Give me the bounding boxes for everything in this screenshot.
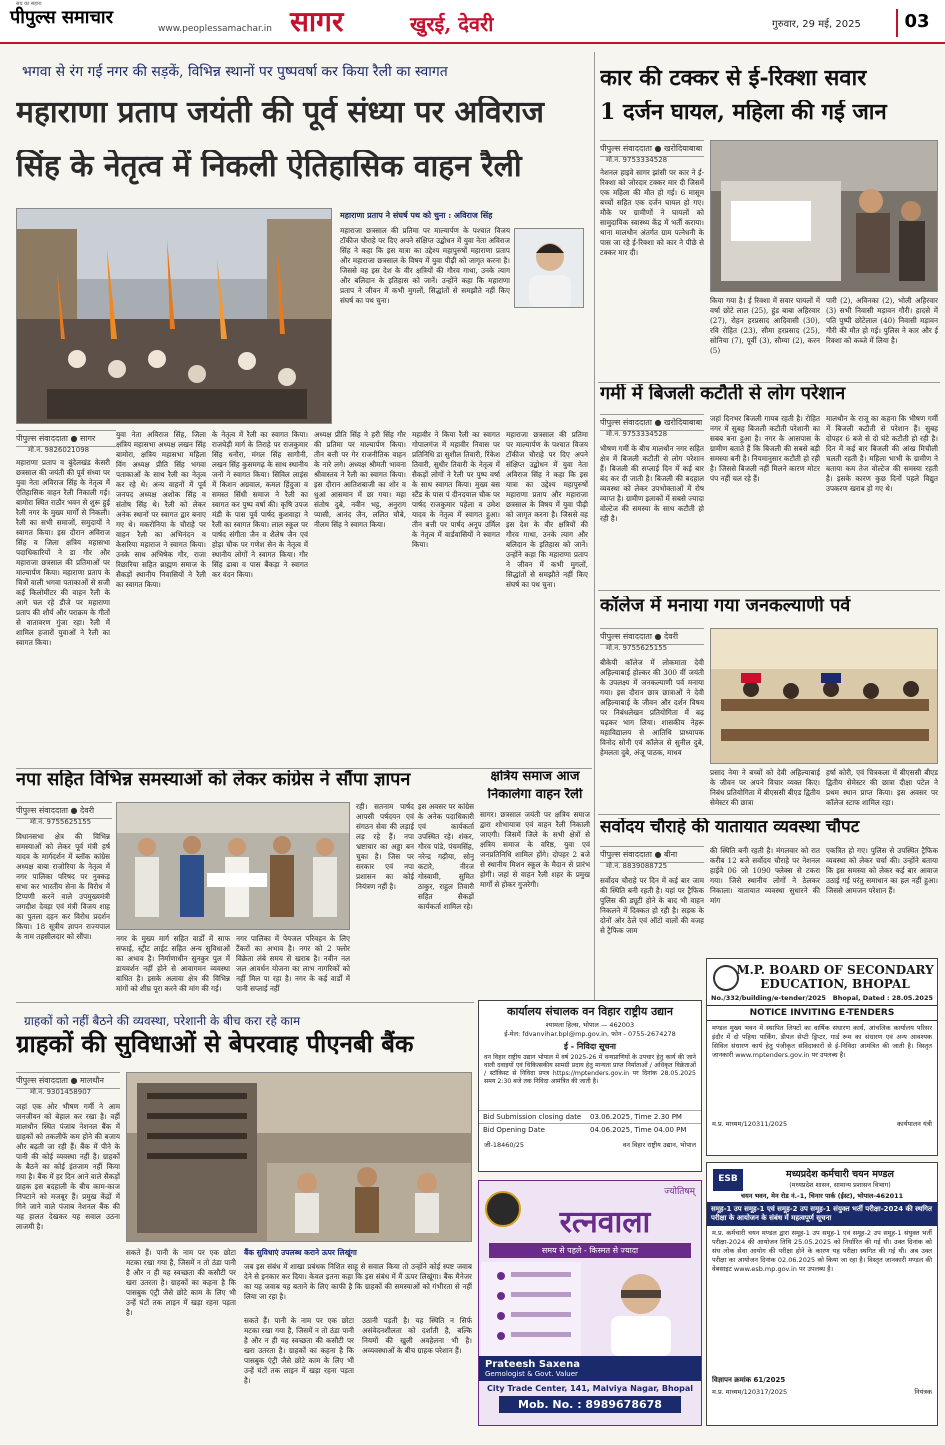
quote-text: महाराजा छत्रसाल की प्रतिमा पर माल्यार्पण के पश्चात विजय टॉकीज चौराहे पर दिए अपने संक्षिप्त उद्बोधन में युवा नेता अविराज सिंह ने कहा कि इस यात्रा का उद्देश्य महापुरुषों महाराणा प्रताप और महाराजा छत्रसाल के विषय में युवा पीढ़ी को जागृत करना है। जिससे वह इस देश के वीर क्षत्रियों की गौरव गाथा, उनके त्याग और बलिदान के इतिहास को जानें। उन्होंने कहा कि महाराणा प्रताप ने जीवन में कभी मुगलों, सिद्धांतों से समझौते नहीं किए संघर्ष का पथ चुना। xyxy=(340,226,510,305)
accident-mobile: मो.नं. 9753334528 xyxy=(606,156,668,164)
ratnawala-role: Gemologist & Govt. Valuer xyxy=(485,1370,578,1378)
traffic-headline: सर्वोदय चौराहे की यातायात व्यवस्था चौपट xyxy=(600,818,860,837)
lead-kicker: भगवा से रंग गई नगर की सड़कें, विभिन्न स्थानों पर पुष्पवर्षा कर किया रैली का स्वागत xyxy=(22,64,448,80)
van-vihar-tender-ad xyxy=(478,1000,702,1172)
lead-col-1: महाराणा प्रताप व बुंदेलखंड केसरी छत्रसाल की जयंती की पूर्व संध्या पर युवा नेता अविराज सिंह के नेतृत्व में ऐतिहासिक वाहन रैली निकाली गई। बामोरा स्थित राठौर भवन से शुरू हुई रैली नगर के मुख्य मार्गों से निकली। रैली का सभी समाजों, समुदायों ने स्वागत किया। इस दौरान अविराज सिंह व जिला क्षत्रिय महासभा पदाधिकारियों ने डा गौर और महाराजा छत्रसाल की प्रतिमाओं पर माल्यार्पण किया। महाराणा प्रताप के चित्रों वाली भगवा पताकाओं से सजी कई किलोमीटर की वाहन रैली के आगे चल रहे डीजे पर महाराणा प्रताप की शौर्य और पराक्रम के गीतों से वातावरण गुंजा रहा। रैली में शामिल हजारों युवाओं ने रैली का स्वागत किया। xyxy=(16,458,110,647)
van-vihar-body: वन विहार राष्ट्रीय उद्यान भोपाल में वर्ष 2025-26 में वन्यप्राणियों के उपचार हेतु कार्य की जाने वाली दवाइयों एवं चिकित्सकीय सामग्री प्रदाय हेतु मान्यता प्राप्त निर्माताओं / अधिकृत विक्रेताओं / स्टॉकिस्ट से निविदा प्रपत्र https://mptenders.gov.in पर दिनांक 28.05.2025 समय 2:30 बजे तक निविदा आमंत्रित की जाती है। xyxy=(484,1054,696,1085)
pnb-headline: ग्राहकों की सुविधाओं से बेपरवाह पीएनबी बैंक xyxy=(16,1030,414,1058)
accident-photo-art xyxy=(711,141,938,292)
lead-mobile: मो.नं. 9826021098 xyxy=(28,446,90,454)
ratnawala-brand: रत्नवाला xyxy=(559,1205,651,1240)
esb-address: चयन भवन, मेन रोड नं.-1, चिनार पार्क (ईस्ट), भोपाल-462011 xyxy=(740,1192,904,1200)
mpbse-footer-left: म.प्र. माध्यम/120311/2025 xyxy=(712,1120,788,1128)
traffic-col-3: एकत्रित हो गए। पुलिस से उपस्थित ट्रैफिक व्यवस्था को लेकर चर्चा की। उन्होंने बताया कि इस समस्या को लेकर कई बार आवाज उठाई गई परंतु समाधान का हल नहीं हुआ। जिससे आमजन परेशान हैं। xyxy=(826,846,938,895)
college-photo xyxy=(710,628,938,764)
section-rule xyxy=(16,768,592,769)
subcity-title: खुरई, देवरी xyxy=(410,12,494,36)
traffic-col-1: सर्वोदय चौराहे पर दिन में कई बार जाम की स्थिति बनी रहती है। यहां पर ट्रैफिक पुलिस की ड्यूटी होने के बाद भी वाहन निकलने में दिक्कत हो रही है। सड़क के दोनों ओर ठेले एवं ऑटो वालों की वजह से ट्रैफिक जाम xyxy=(600,876,704,935)
lead-byline: पीपुल्स संवाददाता ● सागर xyxy=(16,430,116,447)
lead-col-5: महावीर ने किया रैली का स्वागत गोपालगंज में महावीर निवास पर प्रतिनिधि डा सुशील तिवारी, रिंकेश तिवारी, सुधीर तिवारी के नेतृत्व में सैकड़ों लोगों ने रैली पर पुष्प वर्षा के साथ स्वागत किया। मुख्य बस स्टैंड के पास पं दीनदयाल चौक पर पार्षद राजकुमार पहेला व उमेश यादव के नेतृत्व में स्वागत हुआ। तीन बत्ती पर पार्षद अनूप उर्मिल के नेतृत्व में वार्डवासियों ने स्वागत किया। xyxy=(412,430,500,549)
van-vihar-email: ई-मेल: fdvanvihar.bpl@mp.gov.in, फोन - 0755-2674278 xyxy=(504,1030,676,1038)
college-col-2: प्रसाद नेमा ने बच्चों को देवी अहिल्याबाई के जीवन पर अपने विचार व्यक्त किए। निबंध प्रतियोगिता में बीएससी बीएड द्वितीय सेमेस्टर की छात्रा xyxy=(710,768,820,807)
mpbse-footer-right: कार्यपालन यंत्री xyxy=(897,1120,932,1128)
esb-footer-right: नियंत्रक xyxy=(914,1388,932,1396)
ratnawala-address: City Trade Center, 141, Malviya Nagar, Bhopal xyxy=(486,1384,694,1393)
portrait-photo xyxy=(514,228,584,308)
van-vihar-title: कार्यालय संचालक वन विहार राष्ट्रीय उद्यान xyxy=(507,1005,673,1018)
pnb-col-3: जब इस संबंध में शाखा प्रबंधक निशित साहू से सवाल किया तो उन्होंने कोई स्पष्ट जवाब देने से इनकार कर दिया। केवल इतना कहा कि इस संबंध में मैं ऊपर लिखूंगा। बैंक मैनेजर का यह जवाब यह बताने के लिए काफी है कि ग्राहकों की समस्याओं को गंभीरता से नहीं लिया जा रहा है। xyxy=(244,1262,472,1301)
congress-col-3: नगर पालिका में पेयजल परिवहन के लिए टैंकरों का अभाव है। नगर को 2 फ्लोर विक्रेता लंबे समय से खराब है। नवीन नल जल आवर्धन योजना का लाभ नागरिकों को नहीं मिल पा रहा है। नगर के कई वार्डों में पानी सप्लाई नहीं xyxy=(236,934,350,993)
pnb-photo xyxy=(126,1072,472,1242)
pnb-col-2: सकते हैं। पानी के नाम पर एक छोटा मटका रखा गया है, जिसमें न तो ठंडा पानी है और न ही यह स्वच्छता की कसौटी पर खरा उतरता है। ग्राहकों का कहना है कि पासबुक एंट्री जैसे छोटे काम के लिए भी उन्हें घंटों तक लाइन में खड़ा रहना पड़ता है। xyxy=(126,1248,236,1317)
page-number: 03 xyxy=(896,9,936,37)
lead-headline-1: महाराणा प्रताप जयंती की पूर्व संध्या पर अविराज xyxy=(16,96,544,130)
kshatriya-col-1: सागर। छत्रसाल जयंती पर क्षत्रिय समाज द्वारा शोभायात्रा एवं वाहन रैली निकाली जाएगी। जिसमें जिले के सभी क्षेत्रों से क्षत्रिय समाज के वरिष्ठ, युवा एवं जनप्रतिनिधि शामिल होंगे। दोपहर 2 बजे से स्थानीय मिशन स्कूल के मैदान से प्रारंभ होगी। जहां से वाहन रैली शहर के प्रमुख मार्गों से होकर गुजरेगी। xyxy=(480,810,590,889)
esb-logo: ESB xyxy=(713,1169,743,1191)
pnb-photo-art xyxy=(127,1073,472,1242)
mpbse-title-2: EDUCATION, BHOPAL xyxy=(760,977,910,991)
bid-closing-value: 03.06.2025, Time 2.30 PM xyxy=(590,1113,682,1121)
power-col-1: भीषण गर्मी के बीच मालथौन नगर सहित क्षेत्र में बिजली कटौती से लोग परेशान हैं। बिजली की सप्लाई दिन में कई बार बंद कर दी जाती है। बिजली की बदहाल व्यवस्था को लेकर उपभोक्ताओं में रोष व्याप्त है। ग्रामीण इलाकों में सबसे ज्यादा वोल्टेज की समस्या के साथ कटौती हो रही है। xyxy=(600,444,704,523)
congress-headline: नपा सहित विभिन्न समस्याओं को लेकर कांग्रेस ने सौंपा ज्ञापन xyxy=(16,770,411,790)
power-byline: पीपुल्स संवाददाता ● खरोदियाबाबा xyxy=(600,414,704,431)
congress-col-2: नगर के मुख्य मार्ग सहित वार्डों में साफ सफाई, स्ट्रीट लाईट सहित अन्य सुविधाओं का अभाव है। निर्माणाधीन सुनकुर पुल में डायवर्शन नहीं होने से आवागमन व्यवस्था बाधित है। इसके अलावा क्षेत्र की विभिन्न मांगों को शीघ्र पूरा करने की मांग की गई। xyxy=(116,934,230,993)
bid-closing-label: Bid Submission closing date xyxy=(483,1113,582,1121)
accident-headline-1: कार की टक्कर से ई-रिक्शा सवार xyxy=(600,66,867,91)
esb-footer xyxy=(707,1385,937,1398)
pnb-mobile: मो.नं. 9301458907 xyxy=(30,1088,92,1096)
masthead xyxy=(0,0,945,44)
pnb-col-1: जहां एक ओर भीषण गर्मी ने आम जनजीवन को बेहाल कर रखा है। वहीं मालथौन स्थित पंजाब नेशनल बैंक में ग्राहकों को तकलीफें कम होने की बजाय और बढ़ती जा रही हैं। बैंक में पीने के पानी की कोई व्यवस्था नहीं है। ग्राहकों के बैठने का कोई इंतजाम नहीं किया गया है। बैंक में हर दिन आने वाले सैकड़ों ग्राहक इस बदहाली के बीच काम-काज निपटाने को मजबूर हैं। प्रमुख केंद्रों में गिने जाने वाले पंजाब नेशनल बैंक की यह हालत देखकर यह सवाल उठना लाजमी है। xyxy=(16,1102,120,1231)
rally-photo xyxy=(16,208,332,424)
traffic-col-2: की स्थिति बनी रहती है। मंगलवार को रात करीब 12 बजे सर्वोदय चौराहे पर नेशनल हाईवे 06 जो 1090 फ्लेक्स से टकरा गया। जिसे स्थानीय लोगों ने ठेलकर निकाला। यातायात व्यवस्था सुधारने की मांग xyxy=(710,846,820,905)
ratnawala-ad xyxy=(478,1180,702,1426)
website-url: www.peoplessamachar.in xyxy=(158,24,272,34)
section-rule xyxy=(598,382,940,383)
congress-col-1: विधानसभा क्षेत्र की विभिन्न समस्याओं को लेकर पूर्व मंत्री हर्ष यादव के मार्गदर्शन में ब्लॉक कांग्रेस अध्यक्ष बाबा राजोरिया के नेतृत्व में नगर पालिका परिषद पर नुक्कड़ सभा कर भारतीय सेना के विरोध में टिप्पणी करने वाले उपमुख्यमंत्री जगदीश देवड़ा एवं मंत्री विजय शाह का पुतला दहन कर विरोध प्रदर्शन किया। 18 सूत्रीय ज्ञापन राज्यपाल के नाम तहसीलदार को सौंपा। xyxy=(16,832,110,941)
esb-footer-left: म.प्र. माध्यम/120317/2025 xyxy=(712,1388,788,1396)
lead-col-3: के नेतृत्व में रैली का स्वागत किया। राजघेड़ी मार्ग के तिराहे पर राजकुमार सिंह धनौरा, मंगल सिंह सागौनी, लखन सिंह कुसमगढ़ के साथ स्थानीय जनों ने स्वागत किया। सिविल लाइंस में किशन अग्रवाल, कमल हिंदुजा व समस्त सिंधी समाज ने रैली का स्वागत कर पुष्प वर्षा की। कृषि उपज मंडी के पास पूर्व पार्षद कुशवाहा ने रैली का स्वागत किया। लाल स्कूल पर पार्षद संगीता जैन व शैलेष जैन एवं होड़ा चौक पर गणेश सेन के नेतृत्व में स्थानीय लोगों ने स्वागत किया। गौर सिंह ढाबा व पास बैंकड़ा ने स्वागत कर वंदन किया। xyxy=(212,430,308,579)
bid-opening-value: 04.06.2025, Time 04.00 PM xyxy=(590,1126,687,1134)
mpbse-tender-ad xyxy=(706,958,938,1156)
mpbse-title-1: M.P. BOARD OF SECONDARY xyxy=(736,963,934,977)
college-col-3: हर्षा कोरी, एवं चित्रकला में बीएससी बीएड द्वितीय सेमेस्टर की छात्रा दीक्षा पटेल ने प्रथम स्थान प्राप्त किया। इस अवसर पर कॉलेज स्टाफ शामिल रहा। xyxy=(826,768,938,807)
van-vihar-footer-left: जी-18460/25 xyxy=(484,1141,524,1149)
lead-col-2: युवा नेता अविराज सिंह, जिला क्षत्रिय महासभा अध्यक्ष लखन सिंह बामोरा, क्षत्रिय महासभा महिला विंग अध्यक्ष प्रीति सिंह भगवा पताकाओं के साथ रैली का नेतृत्व कर रहे थे। अन्य वाहनों में पूर्व जनपद अध्यक्ष अशोक सिंह व संतोष सिंह थे। रैली को लेकर अनेक स्थानों पर स्वागत द्वार बनाए गए थे। मकरोनिया के चौराहे पर वाहन रैली का अभिनंदन व केसरिया महाराज ने स्वागत किया। उनके साथ अभिषेक गौर, राजा रिछारिया सहित ब्राह्मण समाज के सैकड़ों स्थानीय निवासियों ने रैली का स्वागत किया। xyxy=(116,430,206,589)
accident-col-1: नेशनल हाइवे सागर झांसी पर कार ने ई-रिक्शा को जोरदार टक्कर मार दी जिसमें एक महिला की मौत हो गई। 6 मासूम बच्चों सहित एक दर्जन घायल हो गए। मौके पर ग्रामीणों ने घायलों को सामुदायिक स्वास्थ्य केंद्र में भर्ती कराया। थाना मालथौन अंतर्गत ग्राम पत्नेधनी के पास जा रहे ई-रिक्शा को कार ने पीछे से टक्कर मार दी। xyxy=(600,168,704,257)
college-headline: कॉलेज में मनाया गया जनकल्याणी पर्व xyxy=(600,596,851,616)
college-mobile: मो.नं. 9755625155 xyxy=(606,644,668,652)
bid-opening-label: Bid Opening Date xyxy=(483,1126,545,1134)
college-byline: पीपुल्स संवाददाता ● देवरी xyxy=(600,628,704,645)
pnb-col-3b: सकते हैं। पानी के नाम पर एक छोटा मटका रखा गया है, जिसमें न तो ठंडा पानी है और न ही यह स्वच्छता की कसौटी पर खरा उतरता है। ग्राहकों का कहना है कि पासबुक एंट्री जैसे छोटे काम के लिए भी उन्हें घंटों तक लाइन में खड़ा रहना पड़ता है। xyxy=(244,1316,354,1385)
lead-pullquote: महाराणा प्रताप ने संघर्ष पथ को चुना : अविराज सिंह xyxy=(340,210,493,220)
power-col-3: मालथौन के राजू का कहना कि भीषण गर्मी में बिजली कटौती से परेशान हैं। सुबह दोपहर 6 बजे से दो घंटे कटौती हो रही है। दिन में कई बार बिजली की आंख मिचौली चलती रहती है। महिला भाभी के ग्रामीण ने बताया कम तेज वोल्टेज की समस्या रहती है। इसके कारण कुछ दिनों पहले विद्युत उपकरण खराब हो गए थे। xyxy=(826,414,938,493)
accident-col-3: पारी (2), अविनका (2), भोली अहिरवार (3) सभी निवासी मड़ावन गौरी। हादसे में पति पुष्पी छोटेलाल (40) निवासी मड़ावन गौरी की मौत हो गई। पुलिस ने कार और ई रिक्शा को कब्जे में लिया है। xyxy=(826,296,938,345)
accident-headline-2: 1 दर्जन घायल, महिला की गई जान xyxy=(600,100,887,125)
bid-closing-row xyxy=(479,1110,701,1123)
mpbse-date: Bhopal, Dated : 28.05.2025 xyxy=(832,994,933,1002)
issue-date: गुरुवार, 29 मई, 2025 xyxy=(772,19,861,30)
brand-logo: पीपुल्स समाचार xyxy=(10,7,113,28)
traffic-mobile: मो.नं. 8839088725 xyxy=(606,862,668,870)
section-rule xyxy=(598,814,940,815)
city-title: सागर xyxy=(290,5,344,38)
section-rule xyxy=(16,1002,474,1003)
accident-photo xyxy=(710,140,938,292)
congress-mobile: मो.नं. 9755625155 xyxy=(30,818,92,826)
brand-tagline: सच का सहारा xyxy=(16,1,42,7)
ratnawala-top: ज्योतिषम् xyxy=(664,1187,695,1197)
van-vihar-subtitle: ई - निविदा सूचना xyxy=(564,1042,616,1051)
ratnawala-portrait-art xyxy=(481,1262,701,1356)
van-vihar-footer xyxy=(479,1136,701,1153)
traffic-byline: पीपुल्स संवाददाता ● बीना xyxy=(600,846,704,863)
accident-col-2: किया गया है। ई रिक्शा में सवार घायलों में वर्षा छोटे लाल (25), हुंड बाबा अहिरवार (27), रोहन हरप्रसाद आदिवासी (30), रवि रोहित (23), सीमा हरप्रसाद (25), सोनिया (7), पूर्वी (3), सौम्या (2), करन (5) xyxy=(710,296,820,355)
van-vihar-footer-right: वन विहार राष्ट्रीय उद्यान, भोपाल xyxy=(622,1141,696,1149)
van-vihar-address: श्यामला हिल्स, भोपाल — 462003 xyxy=(545,1021,635,1029)
bid-opening-row xyxy=(479,1123,701,1136)
mpbse-notice: NOTICE INVITING E-TENDERS xyxy=(707,1005,937,1021)
lead-col-4: अध्यक्ष प्रीति सिंह ने हरी सिंह गौर की प्रतिमा पर माल्यार्पण किया। तीन बत्ती पर गेर राजनीतिक वाहन के नारे लगे। अध्यक्ष श्रीमती भावना श्रीवास्तव ने रैली का स्वागत किया। इस दौरान आतिशबाजी का शोर व धुआं आसमान में छा गया। महा संतोष दुबे, नवीन भट्ट, अनुराग प्यासी, आनंद जैन, ललित चौबे, नीलम सिंह ने स्वागत किया। xyxy=(314,430,406,529)
pnb-col-4: उठानी पड़ती है। यह स्थिति न सिर्फ असंवेदनशीलता को दर्शाती है, बल्कि नियमों की खुली अवहेलना भी है। अव्यवस्थाओं के बीच ग्राहक परेशान हैं। xyxy=(362,1316,472,1355)
esb-body: म.प्र. कर्मचारी चयन मण्डल द्वारा समूह-1 उप समूह-1 एवं समूह-2 उप समूह-1 संयुक्त भर्ती परीक्षा-2024 की आयोजन तिथि 25.05.2025 को निर्धारित की गई थी। उक्त दिनांक को संघ लोक सेवा आयोग की परीक्षा होने के कारण यह परीक्षा स्थगित की गई थी। अब उक्त परीक्षा का आयोजन दिनांक 02.06.2025 को किया जा रहा है। विस्तृत जानकारी मण्डल की वेबसाइट www.esb.mp.gov.in पर उपलब्ध है। xyxy=(712,1229,932,1273)
congress-col-5: इस अवसर पर कांग्रेस के अनेक पदाधिकारी एवं कार्यकर्ता उपस्थित रहे। शंकर, गौरव पांडे, पंचमसिंह, नरेन्द्र गढ़ीया, सोनू कटारे, नीरज गोस्वामी, सुमित ठाकुर, राहुल तिवारी सहित सैकड़ों कार्यकर्ता शामिल रहे। xyxy=(418,802,474,911)
congress-photo xyxy=(116,802,350,930)
congress-col-4: रही। सतनाम पार्षद आपसी पर्षदयन एवं संगठन सेवा की लड़ाई लड़ रहे हैं। नपा भ्रष्टाचार का अड्डा बन चुका है। जिस पर सरकार एवं नपा प्रशासन का कोई नियंत्रण नहीं है। xyxy=(356,802,414,891)
mpbse-seal-icon xyxy=(713,965,739,991)
column-divider xyxy=(594,52,595,1052)
ratnawala-mobile: Mob. No. : 8989678678 xyxy=(499,1396,681,1413)
lead-headline-2: सिंह के नेतृत्व में निकली ऐतिहासिक वाहन रैली xyxy=(16,150,522,184)
congress-photo-art xyxy=(117,803,350,930)
mpbse-ref-row xyxy=(707,991,937,1005)
college-col-1: बीकेपी कॉलेज में लोकमाता देवी अहिल्याबाई होल्कर की 300 वीं जयंती के उपलक्ष्य में जनकल्याणी पर्व मनाया गया। इस दौरान छात्र छात्राओं ने देवी अहिल्याबाई के जीवन और दर्शन विषय पर निबंधलेखन प्रतियोगिता में बढ़ चढ़कर भाग लिया। शासकीय नेहरू महाविद्यालय से आतिथि प्राध्यापक विनोद सोनी एवं कॉलेज से सुनील दुबे, हेमलता दुबे, अंजू पाठक, माधव xyxy=(600,658,704,757)
power-headline: गर्मी में बिजली कटौती से लोग परेशान xyxy=(600,384,846,404)
section-rule xyxy=(598,590,940,591)
esb-subtitle: (मध्यप्रदेश शासन, सामान्य प्रशासन विभाग) xyxy=(789,1181,891,1189)
rally-photo-art xyxy=(17,209,332,424)
mpbse-ref: No./332/building/e-tender/2025 xyxy=(711,994,826,1002)
esb-title: मध्यप्रदेश कर्मचारी चयन मण्डल xyxy=(786,1169,894,1180)
kshatriya-headline-1: क्षत्रिय समाज आज xyxy=(490,770,580,784)
esb-banner: समूह-1 उप समूह-1 एवं समूह-2 उप समूह-1 संयुक्त भर्ती परीक्षा-2024 की स्थगित परीक्षा के आयोजन के संबंध में महत्वपूर्ण सूचना xyxy=(707,1202,937,1226)
pnb-kicker: ग्राहकों को नहीं बैठने की व्यवस्था, परेशानी के बीच करा रहे काम xyxy=(24,1014,301,1028)
esb-notice-ad xyxy=(706,1162,938,1426)
kshatriya-headline-2: निकालेगा वाहन रैली xyxy=(487,788,583,802)
pnb-pullquote: बैंक सुविधाएं उपलब्ध कराने ऊपर लिखूंगा xyxy=(244,1248,357,1257)
college-photo-art xyxy=(711,629,938,764)
pnb-byline: पीपुल्स संवाददाता ● मालथौन xyxy=(16,1072,120,1089)
mpbse-footer xyxy=(707,1117,937,1130)
ratnawala-name: Prateesh Saxena xyxy=(485,1359,580,1370)
power-col-2: जहां दिनभर बिजली गायब रहती है। रोहित नगर में सुबह बिजली कटौती परेशानी का सबब बना हुआ है। नगर के आसपास के ग्रामीण बताते हैं कि बिजली की सबसे बड़ी समस्या बनी है। नियमानुसार कटौती हो रही है। जिससे बिजली नहीं मिलने कारण मोटर पंप नहीं चल रहे हैं। xyxy=(710,414,820,483)
lead-col-6: महाराजा छत्रसाल की प्रतिमा पर माल्यार्पण के पश्चात विजय टॉकीज चौराहे पर दिए अपने संक्षिप्त उद्बोधन में युवा नेता अविराज सिंह ने कहा कि इस यात्रा का उद्देश्य महापुरुषों महाराणा प्रताप और महाराजा छत्रसाल के विषय में युवा पीढ़ी को जागृत करना है। जिससे वह इस देश के वीर क्षत्रियों की गौरव गाथा, उनके त्याग और बलिदान के इतिहास को जानें। उन्होंने कहा कि महाराणा प्रताप ने जीवन में कभी मुगलों, सिद्धांतों से समझौते नहीं किए संघर्ष का पथ चुना। xyxy=(506,430,588,589)
portrait-art xyxy=(515,229,584,308)
ratnawala-logo-icon xyxy=(485,1191,521,1227)
congress-byline: पीपुल्स संवाददाता ● देवरी xyxy=(16,802,112,819)
power-mobile: मो.नं. 9753334528 xyxy=(606,430,668,438)
quote-box xyxy=(338,208,588,424)
accident-byline: पीपुल्स संवाददाता ● खरोदियाबाबा xyxy=(600,140,704,157)
ratnawala-contact xyxy=(479,1356,701,1381)
ratnawala-tagline: समय से पहले - किस्मत से ज्यादा xyxy=(489,1243,691,1258)
esb-ad-number: विज्ञापन क्रमांक 61/2025 xyxy=(712,1376,786,1384)
mpbse-body: मण्डल मुख्य भवन में स्थापित लिफ्टों का वार्षिक संधारण कार्य, आंचलिक कार्यालय परिसर इंदौर में दो पहिया पार्किंग, डीपल सेप्टी ड्रिप्टर, गार्ड रूम का संधारण एवं अन्य आवश्यक सिविल संधारण कार्य हेतु पंजीकृत संविदाकारों से ई-निविदा आमंत्रित की जाती है। विस्तृत जानकारी www.mptenders.gov.in पर उपलब्ध है। xyxy=(712,1024,932,1059)
